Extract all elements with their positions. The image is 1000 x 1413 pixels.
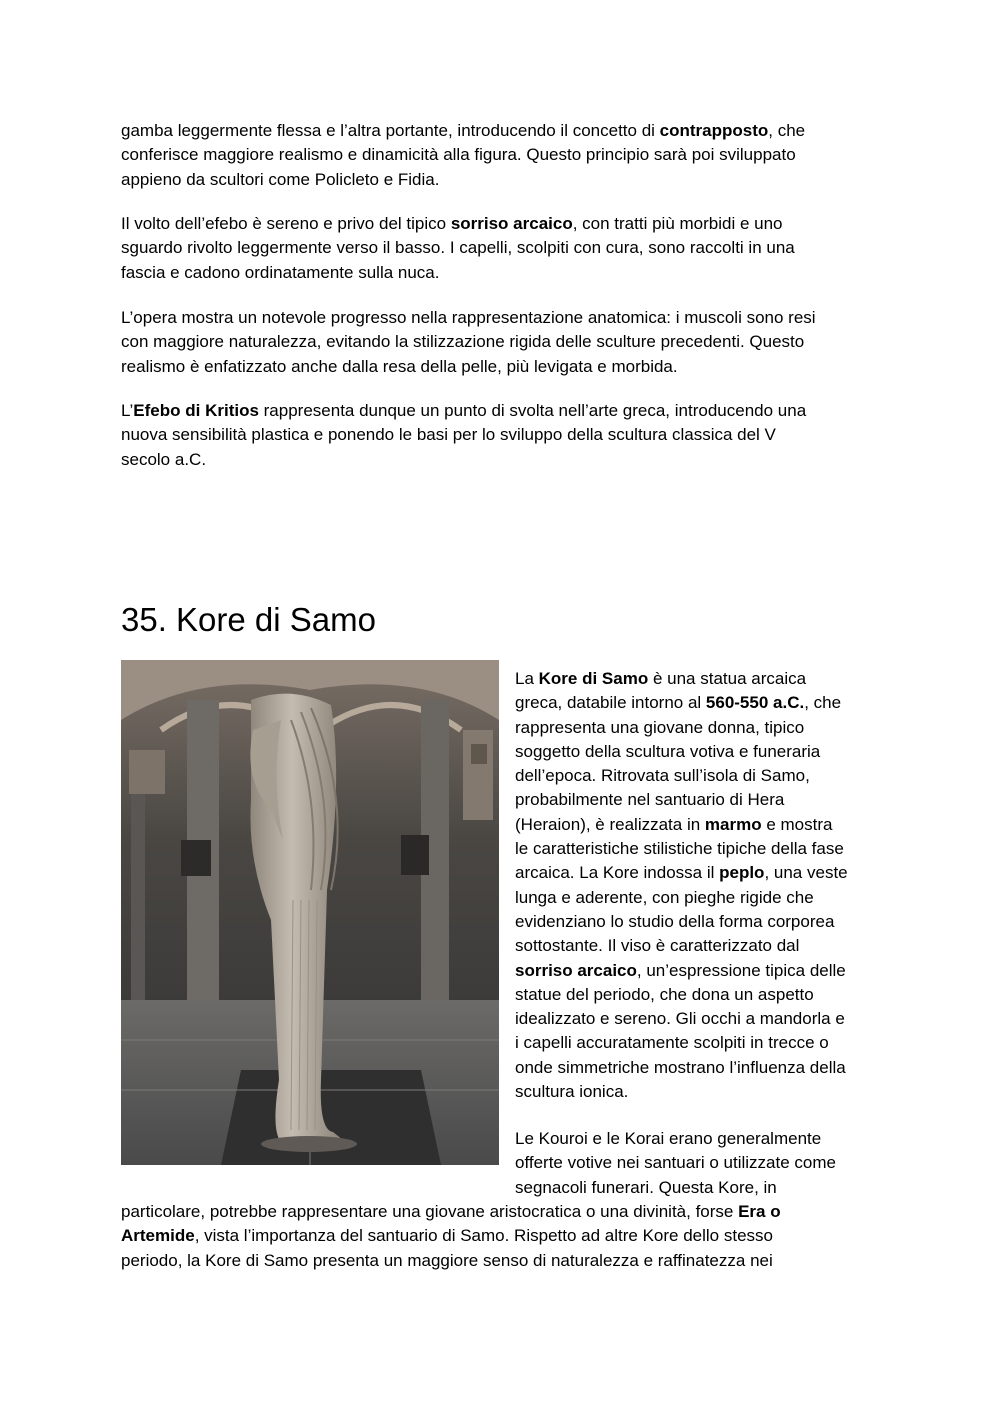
bold-term: sorriso arcaico	[515, 960, 637, 980]
paragraph-volto: Il volto dell’efebo è sereno e privo del tipico sorriso arcaico, con tratti più morbidi e uno sguardo rivolto leggermente verso il basso. I capelli, scolpiti con cura, sono raccolti in una fascia e cadono ordinatamente sulla nuca.	[121, 214, 795, 282]
section-heading: 35. Kore di Samo	[121, 601, 376, 638]
bold-term: Era o	[738, 1202, 781, 1221]
paragraph-kore-funzione: Le Kouroi e le Korai erano generalmente offerte votive nei santuari o utilizzate come segnacoli funerari. Questa Kore, in	[515, 1129, 836, 1197]
paragraph-kore-interpretazione: particolare, potrebbe rappresentare una giovane aristocratica o una divinità, forse Era o Artemide, vista l’importanza del santuario di Samo. Rispetto ad altre Kore dello stesso periodo, la Kore di Samo presenta un maggiore senso di naturalezza e raffinatezza nei	[121, 1202, 781, 1270]
paragraph-conclusione-efebo: L’Efebo di Kritios rappresenta dunque un punto di svolta nell’arte greca, introducendo una nuova sensibilità plastica e ponendo le basi per lo sviluppo della scultura classica del V secolo a.C.	[121, 401, 807, 469]
bold-term: 560-550 a.C.	[705, 693, 805, 713]
bold-term: Efebo di Kritios	[133, 401, 259, 420]
paragraph-kore-descrizione: La Kore di Samo è una statua arcaica greca, databile intorno al 560-550 a.C., che rappresenta una giovane donna, tipico soggetto della scultura votiva e funeraria dell’epoca. Ritrovata sull’isola di Samo, probabilmente nel santuario di Hera (Heraion), è realizzata in marmo e mostra le caratteristiche stilistiche tipiche della fase arcaica. La Kore indossa il peplo, una veste lunga e aderente, con pieghe rigide che evidenziano lo studio della forma corporea sottostante. Il viso è caratterizzato dal sorriso arcaico, un’espressione tipica delle statue del periodo, che dona un aspetto idealizzato e sereno. Gli occhi a mandorla e i capelli accuratamente scolpiti in trecce o onde simmetriche mostrano l’influenza della scultura ionica.	[515, 669, 848, 1102]
bold-term: peplo	[719, 863, 765, 883]
kore-di-samo-photo	[121, 660, 499, 1165]
bold-term: Kore di Samo	[538, 669, 649, 688]
paragraph-contrapposto: gamba leggermente flessa e l’altra portante, introducendo il concetto di contrapposto, che conferisce maggiore realismo e dinamicità alla figura. Questo principio sarà poi sviluppato appieno da scultori come Policleto e Fidia.	[121, 121, 806, 189]
bold-term: sorriso arcaico	[450, 214, 573, 233]
bold-term: contrapposto	[659, 121, 769, 140]
bold-term: Artemide	[121, 1226, 195, 1246]
bold-term: marmo	[704, 814, 762, 834]
paragraph-anatomia: L’opera mostra un notevole progresso nella rappresentazione anatomica: i muscoli sono resi con maggiore naturalezza, evitando la stilizzazione rigida delle sculture precedenti. Questo realismo è enfatizzato anche dalla resa della pelle, più levigata e morbida.	[121, 308, 816, 376]
